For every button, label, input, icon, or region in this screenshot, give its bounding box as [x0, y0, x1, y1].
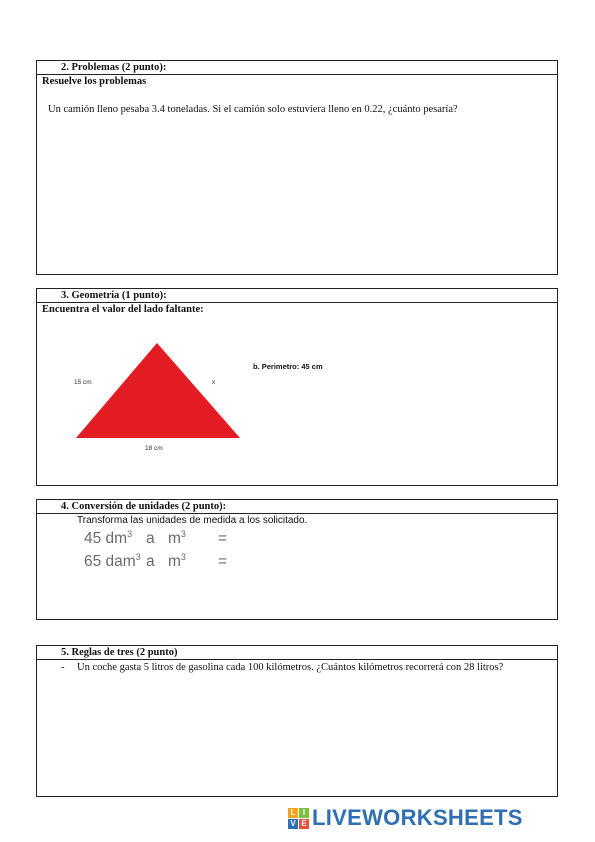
problem-text: Un camión lleno pesaba 3.4 toneladas. Si el camión solo estuviera lleno en 0.22, ¿cuánto pesaría? — [48, 104, 458, 115]
connector: a — [146, 530, 155, 548]
from-value: 65 dam — [84, 553, 136, 571]
logo-tile: I — [299, 808, 309, 818]
to-unit: m — [168, 530, 181, 548]
geometry-section — [36, 288, 558, 486]
logo-tiles-icon — [288, 808, 309, 829]
section-subheading: Resuelve los problemas — [42, 76, 147, 87]
unit-conversion-section — [36, 499, 558, 620]
bullet-dash: - — [61, 662, 65, 673]
problem-text: Un coche gasta 5 litros de gasolina cada 100 kilómetros. ¿Cuántos kilómetros recorrerá con 28 litros? — [77, 662, 504, 673]
connector: a — [146, 553, 155, 571]
logo-tile: L — [288, 808, 298, 818]
from-value: 45 dm — [84, 530, 128, 548]
logo-tile: E — [299, 819, 309, 829]
equals-sign: = — [218, 530, 228, 548]
perimeter-label: b. Perimetro: 45 cm — [253, 362, 323, 371]
exponent: 3 — [180, 552, 186, 562]
conversion-row — [84, 529, 238, 548]
side-bottom-label: 18 cm — [145, 445, 163, 452]
to-unit: m — [168, 553, 181, 571]
exponent: 3 — [135, 552, 141, 562]
liveworksheets-logo — [288, 806, 523, 830]
problems-section — [36, 60, 558, 275]
section-subheading: Encuentra el valor del lado faltante: — [42, 304, 204, 315]
exponent: 3 — [127, 529, 133, 539]
red-triangle — [76, 343, 240, 438]
logo-text: LIVEWORKSHEETS — [312, 805, 523, 830]
rule-of-three-section — [36, 645, 558, 797]
logo-tile: V — [288, 819, 298, 829]
section-heading: 3. Geometría (1 punto): — [37, 289, 557, 303]
conversion-row — [84, 552, 238, 571]
side-right-label: x — [212, 379, 216, 386]
section-heading: 2. Problemas (2 punto): — [37, 61, 557, 75]
section-heading: 4. Conversión de unidades (2 punto): — [37, 500, 557, 514]
equals-sign: = — [218, 553, 228, 571]
section-heading: 5. Reglas de tres (2 punto) — [37, 646, 557, 660]
triangle-figure — [37, 317, 247, 457]
instruction-text: Transforma las unidades de medida a los solicitado. — [77, 515, 308, 526]
side-left-label: 15 cm — [74, 379, 92, 386]
exponent: 3 — [180, 529, 186, 539]
